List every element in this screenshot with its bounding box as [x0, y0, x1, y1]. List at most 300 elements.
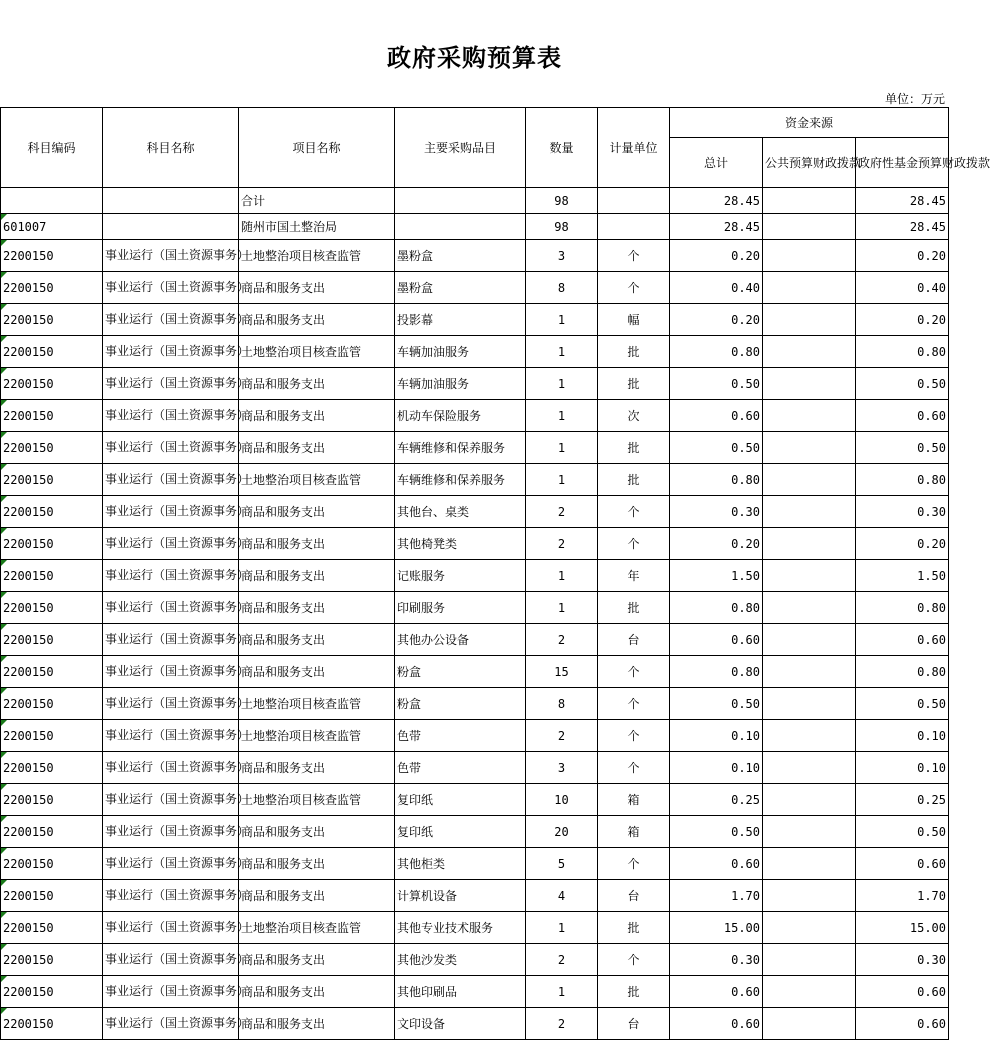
cell-unit: 年	[598, 560, 670, 592]
cell-gov-fund: 0.30	[856, 944, 949, 976]
cell-gov-fund: 0.80	[856, 656, 949, 688]
table-row	[1, 784, 949, 816]
cell-project: 合计	[239, 188, 395, 214]
code-text: 2200150	[3, 248, 54, 263]
cell-total: 0.50	[670, 816, 763, 848]
cell-total: 0.20	[670, 304, 763, 336]
cell-total: 0.60	[670, 400, 763, 432]
cell-unit: 个	[598, 688, 670, 720]
cell-unit: 台	[598, 1008, 670, 1040]
table-row	[1, 880, 949, 912]
cell-code	[1, 656, 103, 688]
code-text: 2200150	[3, 920, 54, 935]
cell-gov-fund: 0.50	[856, 816, 949, 848]
cell-note-marker-icon	[1, 656, 7, 662]
code-text: 2200150	[3, 536, 54, 551]
cell-project: 土地整治项目核查监管	[239, 464, 395, 496]
cell-unit: 个	[598, 240, 670, 272]
cell-unit: 个	[598, 752, 670, 784]
cell-qty: 4	[526, 880, 598, 912]
cell-code	[1, 848, 103, 880]
cell-note-marker-icon	[1, 240, 7, 246]
table-row	[1, 976, 949, 1008]
cell-public-budget	[763, 688, 856, 720]
cell-item: 记账服务	[395, 560, 526, 592]
cell-subject: 事业运行（国土资源事务）	[103, 784, 239, 816]
cell-subject: 事业运行（国土资源事务）	[103, 816, 239, 848]
cell-subject: 事业运行（国土资源事务）	[103, 304, 239, 336]
cell-item: 其他沙发类	[395, 944, 526, 976]
cell-note-marker-icon	[1, 848, 7, 854]
code-text: 2200150	[3, 760, 54, 775]
cell-code	[1, 688, 103, 720]
cell-project: 土地整治项目核查监管	[239, 784, 395, 816]
cell-unit: 批	[598, 592, 670, 624]
cell-subject: 事业运行（国土资源事务）	[103, 528, 239, 560]
cell-project: 商品和服务支出	[239, 880, 395, 912]
cell-total: 0.30	[670, 944, 763, 976]
cell-qty: 1	[526, 976, 598, 1008]
cell-unit: 批	[598, 464, 670, 496]
cell-unit: 幅	[598, 304, 670, 336]
cell-subject: 事业运行（国土资源事务）	[103, 912, 239, 944]
cell-public-budget	[763, 720, 856, 752]
cell-subject: 事业运行（国土资源事务）	[103, 688, 239, 720]
cell-note-marker-icon	[1, 368, 7, 374]
cell-qty: 2	[526, 720, 598, 752]
code-text: 2200150	[3, 600, 54, 615]
code-text: 2200150	[3, 504, 54, 519]
cell-public-budget	[763, 848, 856, 880]
cell-subject: 事业运行（国土资源事务）	[103, 656, 239, 688]
cell-public-budget	[763, 432, 856, 464]
cell-qty: 8	[526, 688, 598, 720]
cell-gov-fund: 0.20	[856, 304, 949, 336]
cell-item: 墨粉盒	[395, 240, 526, 272]
cell-note-marker-icon	[1, 336, 7, 342]
code-text: 2200150	[3, 312, 54, 327]
cell-subject: 事业运行（国土资源事务）	[103, 1008, 239, 1040]
cell-qty: 1	[526, 336, 598, 368]
cell-total: 1.50	[670, 560, 763, 592]
cell-subject: 事业运行（国土资源事务）	[103, 560, 239, 592]
header-code: 科目编码	[1, 108, 103, 188]
cell-code	[1, 528, 103, 560]
table-row	[1, 1008, 949, 1040]
cell-item: 其他椅凳类	[395, 528, 526, 560]
table-row	[1, 400, 949, 432]
cell-gov-fund: 0.50	[856, 368, 949, 400]
cell-gov-fund: 0.60	[856, 1008, 949, 1040]
code-text: 2200150	[3, 824, 54, 839]
cell-item: 投影幕	[395, 304, 526, 336]
cell-total: 0.50	[670, 432, 763, 464]
cell-qty: 1	[526, 912, 598, 944]
cell-gov-fund: 0.80	[856, 464, 949, 496]
cell-project: 商品和服务支出	[239, 368, 395, 400]
table-row	[1, 464, 949, 496]
cell-unit: 个	[598, 944, 670, 976]
code-text: 2200150	[3, 728, 54, 743]
cell-total: 0.20	[670, 528, 763, 560]
cell-subject: 事业运行（国土资源事务）	[103, 624, 239, 656]
cell-total: 0.80	[670, 464, 763, 496]
unit-label: 单位：万元	[884, 92, 945, 106]
cell-item: 计算机设备	[395, 880, 526, 912]
cell-project: 土地整治项目核查监管	[239, 688, 395, 720]
table-row	[1, 752, 949, 784]
cell-code	[1, 432, 103, 464]
cell-qty: 3	[526, 240, 598, 272]
cell-item: 其他印刷品	[395, 976, 526, 1008]
cell-gov-fund: 0.20	[856, 528, 949, 560]
cell-unit: 个	[598, 848, 670, 880]
cell-item: 车辆维修和保养服务	[395, 464, 526, 496]
cell-code	[1, 560, 103, 592]
cell-unit: 批	[598, 912, 670, 944]
total-row	[1, 188, 949, 214]
cell-gov-fund: 0.10	[856, 720, 949, 752]
cell-unit: 台	[598, 880, 670, 912]
cell-subject: 事业运行（国土资源事务）	[103, 976, 239, 1008]
cell-qty: 1	[526, 560, 598, 592]
cell-project: 商品和服务支出	[239, 400, 395, 432]
code-text: 2200150	[3, 888, 54, 903]
cell-qty: 2	[526, 624, 598, 656]
cell-total: 0.30	[670, 496, 763, 528]
cell-total: 0.20	[670, 240, 763, 272]
cell-note-marker-icon	[1, 496, 7, 502]
cell-gov-fund: 28.45	[856, 214, 949, 240]
cell-public-budget	[763, 528, 856, 560]
table-row	[1, 240, 949, 272]
cell-public-budget	[763, 214, 856, 240]
cell-public-budget	[763, 272, 856, 304]
cell-public-budget	[763, 880, 856, 912]
cell-public-budget	[763, 624, 856, 656]
cell-unit: 个	[598, 272, 670, 304]
table-row	[1, 592, 949, 624]
cell-gov-fund: 1.50	[856, 560, 949, 592]
cell-public-budget	[763, 240, 856, 272]
cell-code	[1, 336, 103, 368]
cell-project: 商品和服务支出	[239, 1008, 395, 1040]
cell-code	[1, 720, 103, 752]
cell-unit: 次	[598, 400, 670, 432]
cell-item: 粉盒	[395, 656, 526, 688]
procurement-budget-table	[0, 107, 990, 1040]
cell-note-marker-icon	[1, 624, 7, 630]
cell-unit: 个	[598, 528, 670, 560]
cell-subject: 事业运行（国土资源事务）	[103, 272, 239, 304]
cell-gov-fund: 0.30	[856, 496, 949, 528]
cell-code	[1, 240, 103, 272]
cell-public-budget	[763, 336, 856, 368]
cell-note-marker-icon	[1, 752, 7, 758]
cell-project: 商品和服务支出	[239, 944, 395, 976]
cell-total: 0.80	[670, 592, 763, 624]
cell-item: 其他办公设备	[395, 624, 526, 656]
table-row	[1, 560, 949, 592]
table-row	[1, 848, 949, 880]
cell-gov-fund: 0.60	[856, 976, 949, 1008]
cell-note-marker-icon	[1, 880, 7, 886]
cell-project: 商品和服务支出	[239, 560, 395, 592]
cell-note-marker-icon	[1, 592, 7, 598]
table-row	[1, 688, 949, 720]
cell-note-marker-icon	[1, 816, 7, 822]
cell-code	[1, 368, 103, 400]
table-row	[1, 432, 949, 464]
cell-gov-fund: 0.60	[856, 624, 949, 656]
cell-note-marker-icon	[1, 784, 7, 790]
cell-project: 商品和服务支出	[239, 272, 395, 304]
cell-note-marker-icon	[1, 944, 7, 950]
unit-row	[1, 214, 949, 240]
cell-total: 28.45	[670, 214, 763, 240]
header-fund-source: 资金来源	[670, 108, 949, 138]
table-row	[1, 528, 949, 560]
cell-total: 0.60	[670, 976, 763, 1008]
cell-qty: 5	[526, 848, 598, 880]
cell-qty: 15	[526, 656, 598, 688]
cell-project: 商品和服务支出	[239, 816, 395, 848]
cell-project: 商品和服务支出	[239, 752, 395, 784]
cell-item: 复印纸	[395, 816, 526, 848]
cell-public-budget	[763, 400, 856, 432]
code-text: 2200150	[3, 408, 54, 423]
header-gov-fund: 政府性基金预算财政拨款	[856, 138, 949, 188]
cell-code	[1, 976, 103, 1008]
cell-note-marker-icon	[1, 464, 7, 470]
cell-subject: 事业运行（国土资源事务）	[103, 368, 239, 400]
cell-item: 色带	[395, 720, 526, 752]
cell-qty: 2	[526, 944, 598, 976]
cell-item: 其他专业技术服务	[395, 912, 526, 944]
code-text: 2200150	[3, 568, 54, 583]
cell-code	[1, 624, 103, 656]
code-text: 2200150	[3, 376, 54, 391]
header-subject-name: 科目名称	[103, 108, 239, 188]
cell-item: 车辆加油服务	[395, 368, 526, 400]
cell-subject: 事业运行（国土资源事务）	[103, 464, 239, 496]
cell-gov-fund: 0.40	[856, 272, 949, 304]
cell-gov-fund: 0.50	[856, 688, 949, 720]
table-row	[1, 816, 949, 848]
cell-project: 商品和服务支出	[239, 624, 395, 656]
table-row	[1, 912, 949, 944]
table-row	[1, 656, 949, 688]
cell-gov-fund: 1.70	[856, 880, 949, 912]
table-row	[1, 624, 949, 656]
cell-project: 商品和服务支出	[239, 976, 395, 1008]
cell-note-marker-icon	[1, 304, 7, 310]
cell-qty: 98	[526, 214, 598, 240]
header-total: 总计	[670, 138, 763, 188]
table-row	[1, 272, 949, 304]
code-text: 2200150	[3, 280, 54, 295]
cell-unit	[598, 214, 670, 240]
cell-public-budget	[763, 976, 856, 1008]
cell-total: 0.60	[670, 1008, 763, 1040]
cell-item: 机动车保险服务	[395, 400, 526, 432]
header-project-name: 项目名称	[239, 108, 395, 188]
cell-code	[1, 592, 103, 624]
cell-subject	[103, 188, 239, 214]
cell-subject: 事业运行（国土资源事务）	[103, 752, 239, 784]
cell-unit: 台	[598, 624, 670, 656]
cell-qty: 1	[526, 368, 598, 400]
cell-note-marker-icon	[1, 432, 7, 438]
cell-total: 0.80	[670, 656, 763, 688]
cell-note-marker-icon	[1, 214, 7, 220]
cell-unit: 个	[598, 720, 670, 752]
cell-code	[1, 880, 103, 912]
code-text: 2200150	[3, 856, 54, 871]
cell-qty: 20	[526, 816, 598, 848]
cell-item	[395, 214, 526, 240]
cell-unit: 箱	[598, 784, 670, 816]
cell-gov-fund: 0.80	[856, 592, 949, 624]
cell-project: 商品和服务支出	[239, 304, 395, 336]
cell-total: 15.00	[670, 912, 763, 944]
code-text: 2200150	[3, 440, 54, 455]
cell-gov-fund: 0.60	[856, 400, 949, 432]
cell-note-marker-icon	[1, 1008, 7, 1014]
cell-public-budget	[763, 592, 856, 624]
cell-public-budget	[763, 496, 856, 528]
cell-item: 车辆加油服务	[395, 336, 526, 368]
cell-code	[1, 464, 103, 496]
cell-gov-fund: 0.60	[856, 848, 949, 880]
code-text: 2200150	[3, 792, 54, 807]
cell-item	[395, 188, 526, 214]
cell-unit	[598, 188, 670, 214]
cell-public-budget	[763, 188, 856, 214]
cell-code	[1, 400, 103, 432]
cell-total: 0.25	[670, 784, 763, 816]
cell-project: 土地整治项目核查监管	[239, 240, 395, 272]
header-public-budget: 公共预算财政拨款	[763, 138, 856, 188]
cell-gov-fund: 0.80	[856, 336, 949, 368]
cell-note-marker-icon	[1, 688, 7, 694]
cell-total: 0.10	[670, 720, 763, 752]
cell-code	[1, 752, 103, 784]
cell-qty: 10	[526, 784, 598, 816]
cell-unit: 个	[598, 656, 670, 688]
cell-qty: 3	[526, 752, 598, 784]
cell-item: 粉盒	[395, 688, 526, 720]
table-body	[1, 188, 949, 1040]
cell-public-budget	[763, 560, 856, 592]
cell-project: 商品和服务支出	[239, 848, 395, 880]
cell-code	[1, 304, 103, 336]
cell-gov-fund: 0.50	[856, 432, 949, 464]
cell-item: 文印设备	[395, 1008, 526, 1040]
cell-code	[1, 1008, 103, 1040]
cell-code	[1, 214, 103, 240]
cell-code	[1, 188, 103, 214]
cell-public-budget	[763, 784, 856, 816]
cell-total: 0.50	[670, 368, 763, 400]
code-text: 2200150	[3, 472, 54, 487]
cell-subject: 事业运行（国土资源事务）	[103, 336, 239, 368]
cell-public-budget	[763, 464, 856, 496]
cell-project: 商品和服务支出	[239, 528, 395, 560]
cell-qty: 2	[526, 1008, 598, 1040]
cell-project: 商品和服务支出	[239, 432, 395, 464]
cell-item: 墨粉盒	[395, 272, 526, 304]
cell-qty: 8	[526, 272, 598, 304]
cell-qty: 1	[526, 304, 598, 336]
cell-code	[1, 816, 103, 848]
header-row-1	[1, 108, 949, 138]
header-qty: 数量	[526, 108, 598, 188]
table-row	[1, 368, 949, 400]
cell-public-budget	[763, 944, 856, 976]
cell-item: 色带	[395, 752, 526, 784]
cell-project: 商品和服务支出	[239, 496, 395, 528]
table-row	[1, 304, 949, 336]
cell-code	[1, 496, 103, 528]
header-item: 主要采购品目	[395, 108, 526, 188]
cell-subject: 事业运行（国土资源事务）	[103, 400, 239, 432]
cell-subject: 事业运行（国土资源事务）	[103, 496, 239, 528]
cell-note-marker-icon	[1, 400, 7, 406]
cell-qty: 1	[526, 592, 598, 624]
cell-subject: 事业运行（国土资源事务）	[103, 944, 239, 976]
cell-note-marker-icon	[1, 976, 7, 982]
cell-unit: 批	[598, 336, 670, 368]
cell-note-marker-icon	[1, 912, 7, 918]
cell-qty: 2	[526, 496, 598, 528]
cell-total: 0.60	[670, 848, 763, 880]
cell-gov-fund: 28.45	[856, 188, 949, 214]
cell-total: 1.70	[670, 880, 763, 912]
cell-public-budget	[763, 912, 856, 944]
cell-total: 0.10	[670, 752, 763, 784]
cell-code	[1, 944, 103, 976]
table-row	[1, 944, 949, 976]
cell-public-budget	[763, 816, 856, 848]
code-text: 2200150	[3, 664, 54, 679]
cell-code	[1, 912, 103, 944]
cell-subject: 事业运行（国土资源事务）	[103, 848, 239, 880]
cell-subject: 事业运行（国土资源事务）	[103, 432, 239, 464]
cell-total: 0.80	[670, 336, 763, 368]
code-text: 2200150	[3, 984, 54, 999]
cell-item: 车辆维修和保养服务	[395, 432, 526, 464]
cell-gov-fund: 0.10	[856, 752, 949, 784]
cell-subject: 事业运行（国土资源事务）	[103, 880, 239, 912]
cell-unit: 个	[598, 496, 670, 528]
code-text: 2200150	[3, 952, 54, 967]
cell-subject: 事业运行（国土资源事务）	[103, 720, 239, 752]
code-text: 2200150	[3, 632, 54, 647]
cell-public-budget	[763, 656, 856, 688]
cell-public-budget	[763, 304, 856, 336]
table-row	[1, 720, 949, 752]
cell-unit: 批	[598, 432, 670, 464]
cell-subject: 事业运行（国土资源事务）	[103, 240, 239, 272]
cell-project: 商品和服务支出	[239, 656, 395, 688]
cell-project: 土地整治项目核查监管	[239, 720, 395, 752]
cell-item: 复印纸	[395, 784, 526, 816]
cell-gov-fund: 0.20	[856, 240, 949, 272]
cell-public-budget	[763, 1008, 856, 1040]
cell-qty: 1	[526, 400, 598, 432]
cell-note-marker-icon	[1, 560, 7, 566]
